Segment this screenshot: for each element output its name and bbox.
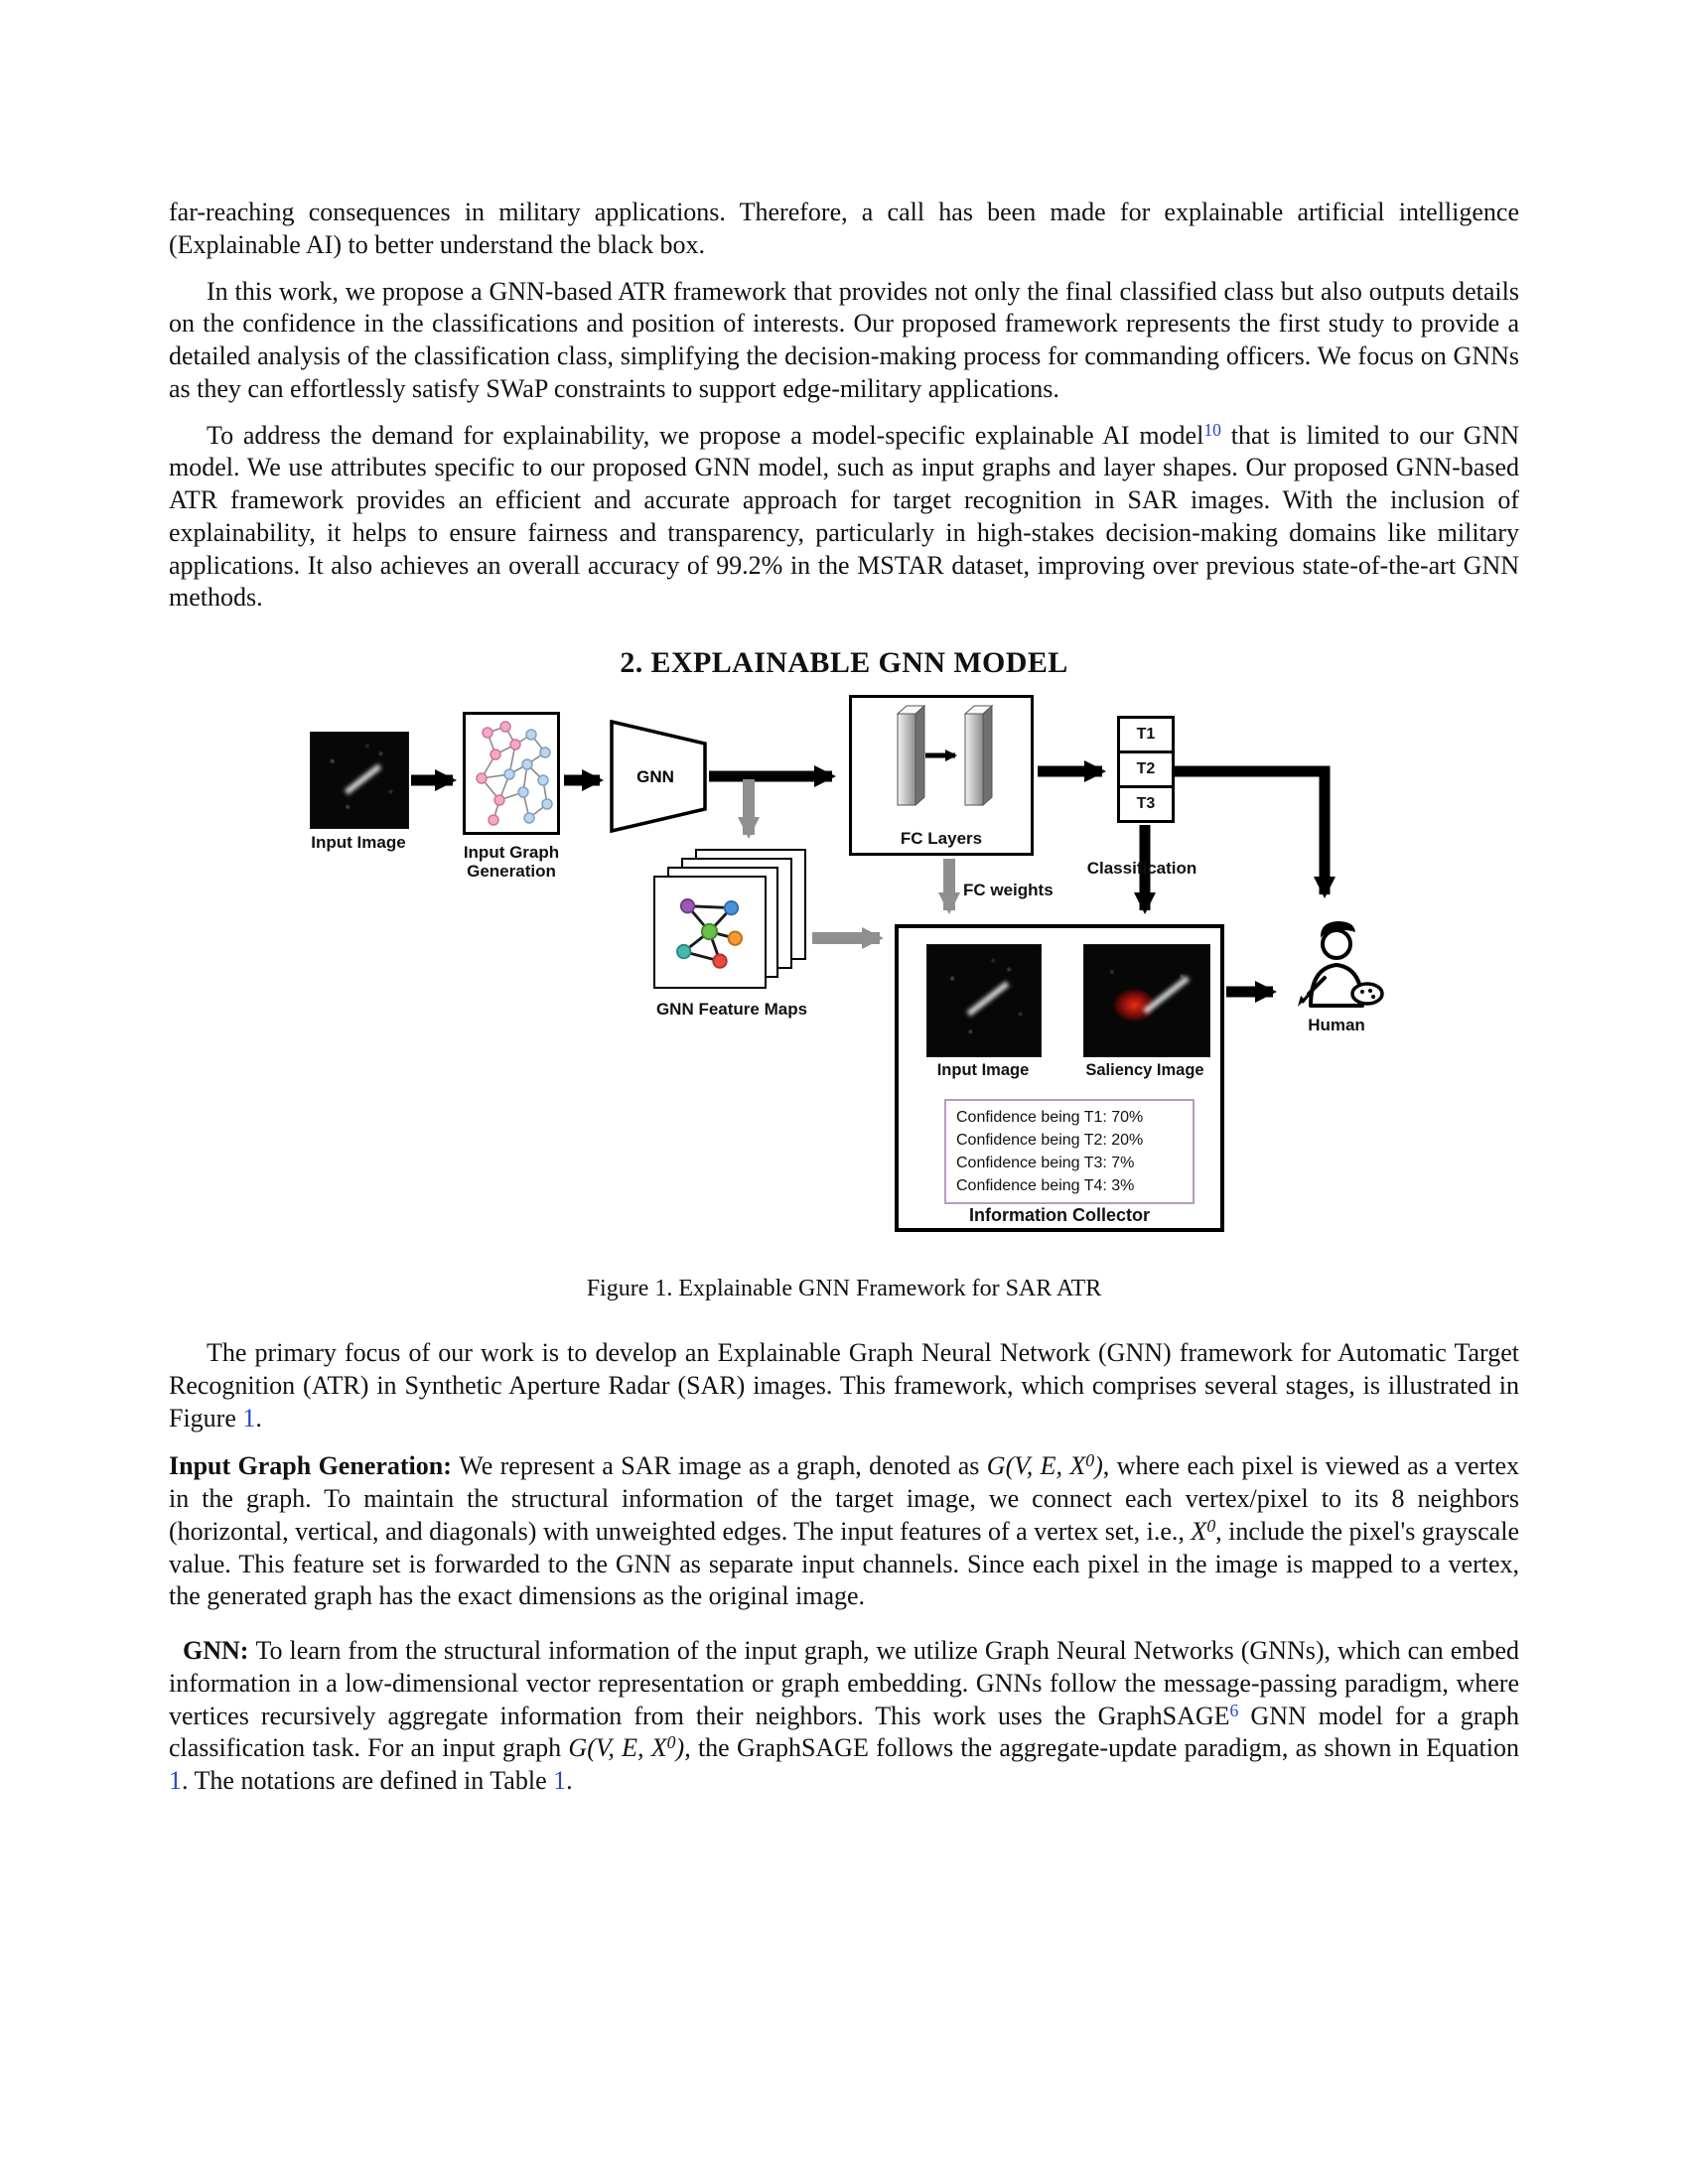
reference-link[interactable]: 10 [1203, 419, 1221, 440]
gnn-framework-diagram [169, 692, 1519, 1248]
feature-graph-drawing [655, 878, 764, 986]
reference-link[interactable]: 1 [242, 1403, 256, 1433]
confidence-line-t2: Confidence being T2: 20% [956, 1131, 1144, 1149]
information-collector-label: Information Collector [968, 1204, 1150, 1225]
confidence-line-t4: Confidence being T4: 3% [956, 1176, 1135, 1194]
confidence-list [944, 1099, 1195, 1204]
figure-caption: Figure 1. Explainable GNN Framework for SAR ATR [586, 1275, 1102, 1301]
human-label: Human [1308, 1015, 1365, 1034]
input-graph-drawing [466, 715, 557, 832]
class-t2-box: T2 [1117, 751, 1175, 788]
paragraph-primary-focus: The primary focus of our work is to develop an Explainable Graph Neural Network (GNN) framework for Automatic Target Recognition (ATR) in Synthetic Aperture Radar (SAR) images. This framework, which comprises several stages, is illustrated in Figure 1. [169, 1338, 1519, 1433]
gnn-feature-maps-label: GNN Feature Maps [655, 999, 808, 1019]
input-image-label: Input Image [311, 832, 406, 852]
collector-input-image-label: Input Image [936, 1060, 1030, 1079]
input-sar-image [310, 732, 409, 829]
classification-stack [1117, 716, 1175, 823]
paragraph-intro: far-reaching consequences in military applications. Therefore, a call has been made for explainable artificial intelligence (Explainable AI) to better understand the black box. [169, 198, 1519, 259]
figure-1 [169, 692, 1519, 1303]
reference-link[interactable]: 1 [553, 1766, 567, 1796]
fc-layers-box [849, 695, 1034, 856]
reference-link[interactable]: 1 [169, 1766, 182, 1796]
section-heading: 2. EXPLAINABLE GNN MODEL [620, 646, 1068, 679]
class-t1-box: T1 [1117, 716, 1175, 753]
input-graph-generation-label-line2: Generation [467, 862, 556, 882]
gnn-block [610, 720, 707, 833]
paragraph-input-graph-generation: Input Graph Generation: We represent a SAR image as a graph, denoted as G(V, E, $X^0$), where each pixel is viewed as a vertex in the graph. To maintain the structural information of the target image, we connect each vertex/pixel to its 8 neighbors (horizontal, vertical, and diagonals) with unweighted edges. The input features of a vertex set, i.e., $X^0$, include the pixel's grayscale value. This feature set is forwarded to the GNN as separate input channels. Since each pixel in the image is mapped to a vertex, the generated graph has the exact dimensions as the original image. [169, 1450, 1519, 1611]
reference-link[interactable]: 6 [1229, 1700, 1239, 1720]
class-t3-box: T3 [1117, 785, 1175, 823]
confidence-line-t1: Confidence being T1: 70% [956, 1108, 1144, 1126]
confidence-line-t3: Confidence being T3: 7% [956, 1154, 1135, 1171]
input-graph-generation-label-line1: Input Graph [463, 842, 560, 862]
fc-weights-label: FC weights [963, 880, 1054, 899]
gnn-feature-maps [653, 849, 810, 990]
saliency-image [1083, 944, 1210, 1057]
input-graph-generation-label [413, 843, 610, 882]
human-icon [1285, 908, 1388, 1012]
collector-input-sar-image [926, 944, 1042, 1057]
paragraph-explainability: To address the demand for explainability, we propose a model-specific explainable AI model$^{10}$ that is limited to our GNN model. We use attributes specific to our proposed GNN model, such as input graphs and layer shapes. Our proposed GNN-based ATR framework provides an efficient and accurate approach for target recognition in SAR images. With the inclusion of explainability, it helps to ensure fairness and transparency, particularly in high-stakes decision-making domains like military applications. It also achieves an overall accuracy of 99.2% in the MSTAR dataset, improving over previous state-of-the-art GNN methods. [169, 419, 1519, 613]
fc-layers-drawing [852, 698, 1031, 823]
feature-map-front [653, 876, 767, 989]
information-collector-box [895, 924, 1224, 1232]
classification-label: Classification [1086, 858, 1197, 878]
saliency-image-label: Saliency Image [1085, 1060, 1204, 1079]
paragraph-this-work: In this work, we propose a GNN-based ATR framework that provides not only the final classified class but also outputs details on the confidence in the classifications and position of interests. Our proposed framework represents the first study to provide a detailed analysis of the classification class, simplifying the decision-making process for commanding officers. We focus on GNNs as they can effortlessly satisfy SWaP constraints to support edge-military applications. [169, 276, 1519, 403]
fc-layers-label: FC Layers [900, 829, 983, 849]
paragraph-gnn: GNN: To learn from the structural information of the input graph, we utilize Graph Neural Networks (GNNs), which can embed information in a low-dimensional vector representation or graph embedding. GNNs follow the message-passing paradigm, where vertices recursively aggregate information from their neighbors. This work uses the GraphSAGE$^6$ GNN model for a graph classification task. For an input graph G(V, E, $X^0$), the GraphSAGE follows the aggregate-update paradigm, as shown in Equation 1. The notations are defined in Table 1. [169, 1636, 1520, 1796]
input-graph-box [463, 712, 560, 835]
gnn-label: GNN [636, 766, 674, 786]
